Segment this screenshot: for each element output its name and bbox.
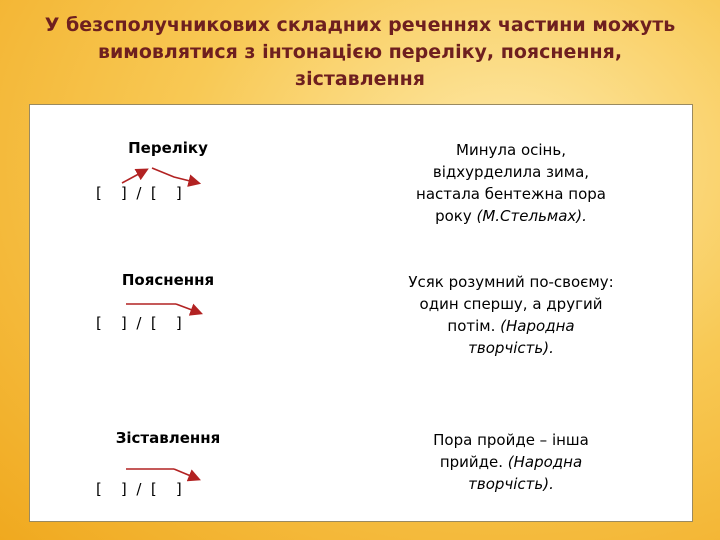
example-text — [366, 139, 656, 227]
example-text — [366, 429, 656, 495]
scheme-formula: [ ] / [ ] — [96, 314, 182, 332]
example-source-cont: творчість). — [468, 475, 554, 493]
intonation-scheme — [96, 457, 246, 497]
row-label: Переліку — [128, 139, 208, 157]
falling-arrow — [174, 469, 198, 479]
example-line — [366, 315, 656, 337]
example-text-plain: прийде. — [439, 453, 508, 471]
example-source-cont: творчість). — [468, 339, 554, 357]
example-line: відхурделила зима, — [432, 163, 590, 181]
example-text-plain: року — [435, 207, 477, 225]
example-line: один спершу, а другий — [419, 295, 603, 313]
intonation-scheme — [96, 161, 246, 201]
row-label: Зіставлення — [115, 429, 221, 447]
example-source: (Народна — [507, 453, 583, 471]
rising-arrow — [122, 170, 146, 183]
slide-title: У безсполучникових складних реченнях частини можуть вимовлятися з інтонацією переліку, пояснення, зіставлення — [44, 14, 676, 90]
example-line: Минула осінь, — [456, 141, 566, 159]
falling-arrow — [152, 168, 198, 183]
falling-arrow — [176, 304, 200, 313]
example-text-plain: потім. — [447, 317, 501, 335]
scheme-formula: [ ] / [ ] — [96, 184, 182, 202]
example-line — [366, 473, 656, 495]
row-label: Пояснення — [121, 271, 215, 289]
intonation-scheme — [96, 291, 246, 331]
example-line — [366, 337, 656, 359]
scheme-formula: [ ] / [ ] — [96, 480, 182, 498]
example-source: (Народна — [500, 317, 575, 335]
example-text — [366, 271, 656, 359]
example-line: настала бентежна пора — [416, 185, 606, 203]
example-line — [366, 205, 656, 227]
example-line — [366, 451, 656, 473]
example-line: Усяк розумний по-своєму: — [408, 273, 614, 291]
content-panel — [29, 104, 693, 522]
example-line: Пора пройде – інша — [433, 431, 589, 449]
example-source: (М.Стельмах). — [476, 207, 587, 225]
